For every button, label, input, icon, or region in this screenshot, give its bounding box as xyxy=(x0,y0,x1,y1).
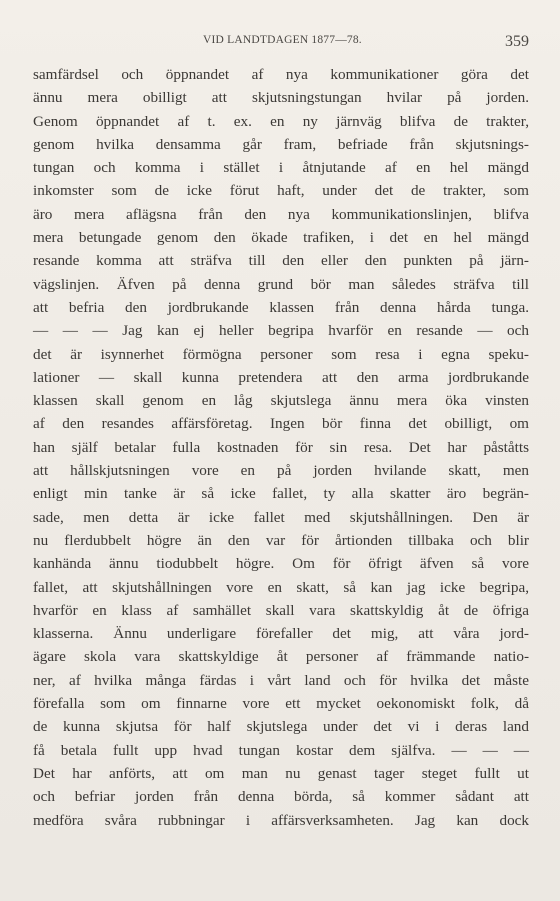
text-line: samfärdsel och öppnandet af nya kommunikationer göra det xyxy=(33,66,529,83)
text-line: vägslinjen. Äfven på denna grund bör man således sträfva till xyxy=(33,275,529,293)
text-line: det är isynnerhet förmögna personer som resa i egna speku- xyxy=(33,345,529,363)
text-line: sade, men detta är icke fallet med skjutshållningen. Den är xyxy=(33,508,529,526)
text-line: nu flerdubbelt högre än den var för årtionden tillbaka och blir xyxy=(33,531,529,549)
text-line: genom hvilka densamma går fram, befriade från skjutsnings- xyxy=(33,135,529,153)
text-line: ägare skola vara skattskyldige åt personer af främmande natio- xyxy=(33,648,529,666)
text-line: få betala fullt upp hvad tungan kostar dem själfva. — — — xyxy=(33,741,529,759)
text-line: enligt min tanke är så icke fallet, ty alla skatter äro begrän- xyxy=(33,485,529,503)
text-line: ännu mera obilligt att skjutsningstungan hvilar på jorden. xyxy=(33,89,529,107)
text-line: inkomster som de icke förut haft, under det de trakter, som xyxy=(33,182,529,200)
text-line: mera betungade genom den ökade trafiken, i det en hel mängd xyxy=(33,229,529,247)
text-line: att befria den jordbrukande klassen från denna hårda tunga. xyxy=(33,298,529,316)
text-line: ner, af hvilka många färdas i vårt land och för hvilka det måste xyxy=(33,671,529,689)
page-number: 359 xyxy=(505,33,529,50)
text-line: — — — Jag kan ej heller begripa hvarför en resande — och xyxy=(33,322,529,340)
text-line: lationer — skall kunna pretendera att den arma jordbrukande xyxy=(33,368,529,386)
text-line: Det har anförts, att om man nu genast tager steget fullt ut xyxy=(33,764,529,782)
text-line: han själf betalar fulla kostnaden för sin resa. Det har påståtts xyxy=(33,438,529,456)
text-line: att hållskjutsningen vore en på jorden hvilande skatt, men xyxy=(33,462,529,480)
text-line: klasserna. Ännu underligare förefaller det mig, att våra jord- xyxy=(33,625,529,643)
text-line: äro mera aflägsna från den nya kommunikationslinjen, blifva xyxy=(33,205,529,223)
page-header xyxy=(33,34,529,56)
text-line: kanhända ännu tiodubbelt högre. Om för öfrigt äfven så vore xyxy=(33,555,529,573)
text-line: klassen skall genom en låg skjutslega ännu mera öka vinsten xyxy=(33,392,529,410)
running-head: VID LANDTDAGEN 1877—78. xyxy=(203,34,362,46)
text-line: hvarför en klass af samhället skall vara skattskyldig åt de öfriga xyxy=(33,601,529,619)
text-line: de kunna skjutsa för half skjutslega under det vi i deras land xyxy=(33,718,529,736)
body-text xyxy=(33,63,529,832)
text-line: och befriar jorden från denna börda, så kommer sådant att xyxy=(33,788,529,806)
text-line: af den resandes affärsföretag. Ingen bör finna det obilligt, om xyxy=(33,415,529,433)
text-line: medföra svåra rubbningar i affärsverksamheten. Jag kan dock xyxy=(33,811,529,829)
text-line: tungan och komma i stället i åtnjutande af en hel mängd xyxy=(33,159,529,177)
text-line: resande komma att sträfva till den eller den punkten på järn- xyxy=(33,252,529,270)
text-line: förefalla som om finnarne vore ett mycket oekonomiskt folk, då xyxy=(33,695,529,713)
text-line: Genom öppnandet af t. ex. en ny järnväg blifva de trakter, xyxy=(33,112,529,130)
text-line: fallet, att skjutshållningen vore en skatt, så kan jag icke begripa, xyxy=(33,578,529,596)
